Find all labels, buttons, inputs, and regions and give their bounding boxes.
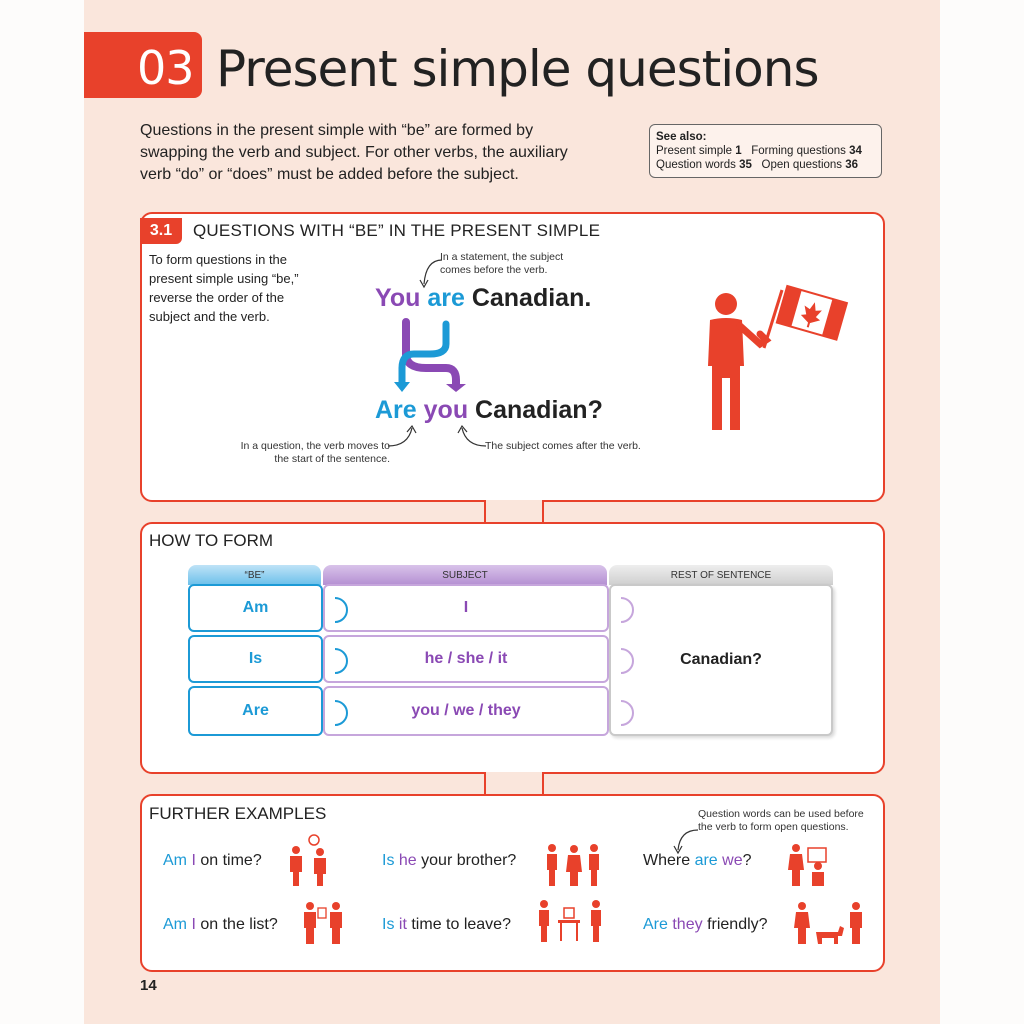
people-family-icon: [544, 842, 604, 888]
statement-verb: are: [427, 284, 465, 312]
example-sentence: [643, 916, 768, 934]
see-also-link[interactable]: Present simple: [656, 145, 733, 157]
example-verb: Am: [163, 852, 187, 869]
section-title: QUESTIONS WITH “BE” IN THE PRESENT SIMPLE: [193, 221, 601, 240]
see-also-number: 35: [739, 159, 752, 171]
section-explanation: To form questions in the present simple using “be,” reverse the order of the subject and the verb.: [149, 252, 299, 324]
see-also-number: 36: [845, 159, 859, 171]
people-clock-icon: [284, 834, 332, 888]
note-statement: In a statement, the subject comes before the verb.: [440, 251, 564, 276]
rest-of-sentence-cell: Canadian?: [609, 584, 833, 736]
be-cell: Are: [188, 686, 323, 736]
people-office-icon: [536, 898, 606, 944]
question-verb: Are: [375, 396, 417, 424]
people-dog-icon: [794, 900, 866, 946]
page-number: 14: [140, 977, 157, 994]
example-subject: he: [398, 852, 417, 869]
statement-subject: You: [375, 284, 421, 312]
column-header-rest: REST OF SENTENCE: [609, 565, 833, 585]
example-sentence: [382, 916, 511, 934]
people-list-icon: [298, 900, 348, 946]
question-rest: Canadian?: [475, 396, 603, 424]
swap-arrows-icon: [386, 318, 476, 394]
column-header-subject: SUBJECT: [323, 565, 607, 585]
note-subject-after: The subject comes after the verb.: [485, 440, 641, 452]
see-also-heading: See also:: [656, 131, 707, 143]
see-also-link[interactable]: Question words: [656, 159, 736, 171]
example-question-word: Where: [643, 852, 691, 869]
example-subject: it: [398, 916, 407, 933]
example-rest: ?: [742, 852, 752, 869]
example-sentence: [163, 852, 262, 870]
example-subject: they: [672, 916, 703, 933]
be-cell: Is: [188, 635, 323, 683]
intro-text: Questions in the present simple with “be” are formed by swapping the verb and subject. For other verbs, the auxiliary verb “do” or “does” must be added before the subject.: [140, 122, 568, 183]
note-verb-moves: In a question, the verb moves to the start of the sentence.: [240, 440, 390, 465]
example-subject: we: [722, 852, 743, 869]
subject-cell: he / she / it: [323, 635, 609, 683]
column-header-be: “BE”: [188, 565, 321, 585]
example-rest: on time?: [200, 852, 262, 869]
statement-rest: Canadian.: [471, 284, 592, 312]
chapter-number: 03: [137, 41, 194, 95]
example-sentence: [382, 852, 516, 870]
further-examples-heading: FURTHER EXAMPLES: [149, 804, 327, 823]
see-also-box: [649, 124, 882, 178]
open-questions-note: Question words can be used before the verb to form open questions.: [698, 808, 864, 833]
subject-cell: you / we / they: [323, 686, 609, 736]
question-sentence: [375, 396, 603, 425]
panel-connector: [484, 772, 544, 796]
example-rest: time to leave?: [411, 916, 511, 933]
section-number: 3.1: [140, 218, 182, 244]
example-verb: Are: [643, 916, 668, 933]
example-verb: Am: [163, 916, 187, 933]
be-cell: Am: [188, 584, 323, 632]
example-subject: I: [191, 916, 196, 933]
example-subject: I: [191, 852, 196, 869]
see-also-number: 34: [849, 145, 862, 157]
see-also-number: 1: [735, 145, 742, 157]
page-title: Present simple questions: [216, 40, 819, 98]
people-map-icon: [786, 842, 832, 888]
see-also-link[interactable]: Open questions: [761, 159, 843, 171]
example-rest: your brother?: [421, 852, 517, 869]
panel-connector: [484, 500, 544, 524]
statement-sentence: [375, 284, 591, 313]
example-rest: friendly?: [707, 916, 768, 933]
how-to-form-heading: HOW TO FORM: [149, 531, 274, 550]
example-verb: are: [694, 852, 718, 869]
example-sentence: [163, 916, 278, 934]
example-verb: Is: [382, 916, 395, 933]
example-rest: on the list?: [200, 916, 278, 933]
subject-cell: I: [323, 584, 609, 632]
example-verb: Is: [382, 852, 395, 869]
example-sentence: [643, 852, 752, 870]
person-with-canada-flag-icon: [700, 282, 850, 432]
question-subject: you: [423, 396, 469, 424]
see-also-link[interactable]: Forming questions: [751, 145, 846, 157]
